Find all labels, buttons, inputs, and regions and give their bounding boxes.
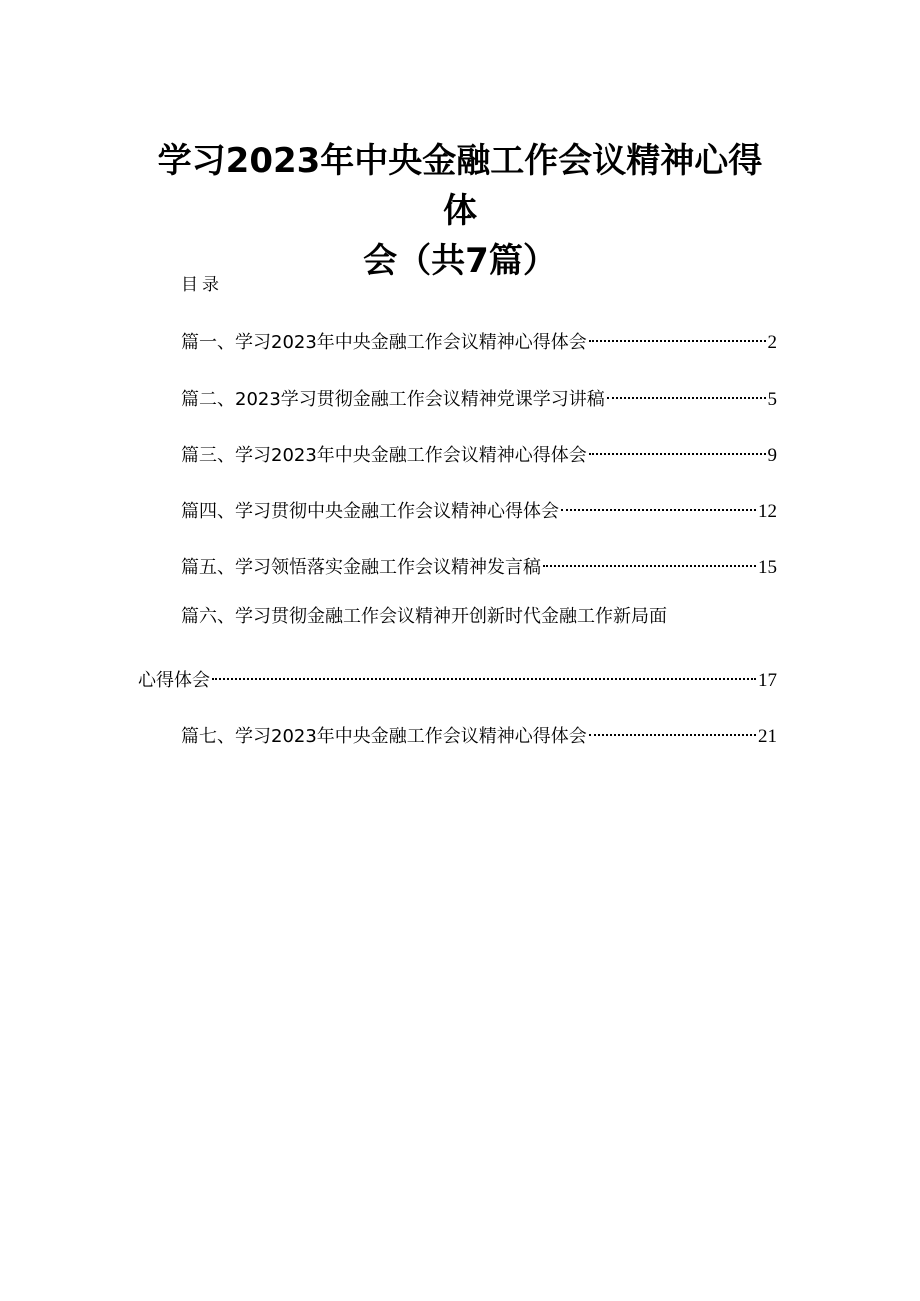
dot-leader: [589, 322, 766, 348]
toc-entry-1[interactable]: [181, 322, 777, 356]
toc-page-number: 21: [758, 726, 777, 747]
dot-leader: [589, 435, 766, 461]
toc-entry-5[interactable]: [181, 547, 777, 581]
toc-page-number: 5: [767, 389, 777, 410]
title-line-2: 会（共7篇）: [363, 241, 557, 281]
dot-leader: [212, 660, 756, 686]
toc-page-number: 17: [758, 670, 777, 691]
toc-entry-6-line-1[interactable]: 篇六、学习贯彻金融工作会议精神开创新时代金融工作新局面: [181, 606, 667, 627]
toc-entry-text: 篇一、学习2023年中央金融工作会议精神心得体会: [181, 332, 587, 353]
dot-leader: [561, 491, 756, 517]
toc-entry-text: 篇二、2023学习贯彻金融工作会议精神党课学习讲稿: [181, 389, 605, 410]
toc-entry-text: 心得体会: [138, 670, 210, 691]
title-line-1: 学习2023年中央金融工作会议精神心得体: [157, 141, 763, 231]
dot-leader: [589, 716, 756, 742]
document-title: [150, 136, 770, 286]
toc-page-number: 12: [758, 501, 777, 522]
toc-entry-3[interactable]: [181, 435, 777, 469]
toc-heading: 目录: [181, 275, 223, 295]
toc-page-number: 2: [767, 332, 777, 353]
toc-entry-text: 篇七、学习2023年中央金融工作会议精神心得体会: [181, 726, 587, 747]
dot-leader: [543, 547, 756, 573]
toc-entry-2[interactable]: [181, 379, 777, 413]
toc-page-number: 9: [767, 445, 777, 466]
toc-entry-4[interactable]: [181, 491, 777, 525]
dot-leader: [607, 379, 766, 405]
toc-entry-text: 篇三、学习2023年中央金融工作会议精神心得体会: [181, 445, 587, 466]
toc-entry-text: 篇四、学习贯彻中央金融工作会议精神心得体会: [181, 501, 559, 522]
toc-entry-text: 篇五、学习领悟落实金融工作会议精神发言稿: [181, 557, 541, 578]
toc-entry-7[interactable]: [181, 716, 777, 750]
toc-page-number: 15: [758, 557, 777, 578]
toc-entry-6[interactable]: [138, 660, 777, 694]
